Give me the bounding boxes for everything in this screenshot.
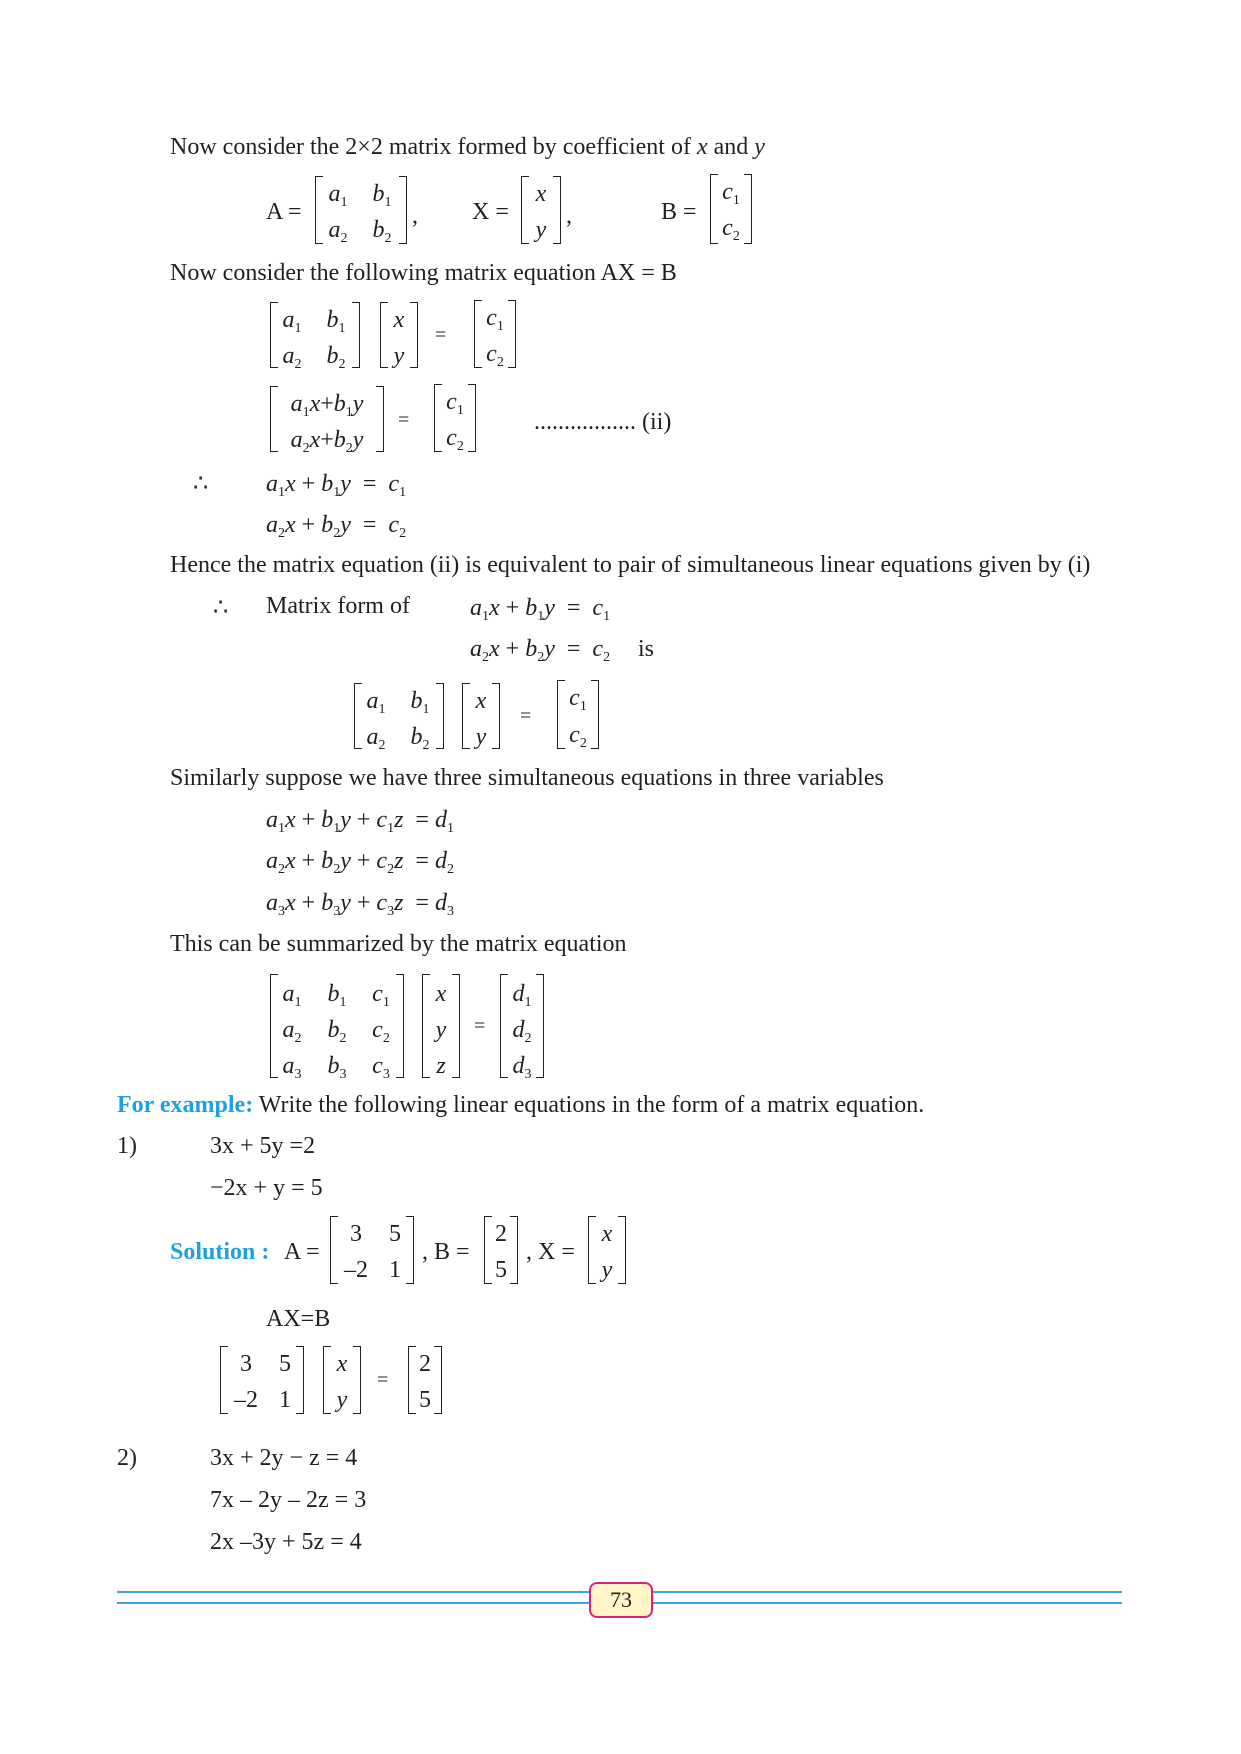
cell: 5 xyxy=(279,1351,291,1377)
cell-a2: $a_2$ xyxy=(282,1017,302,1046)
label-B: B = xyxy=(661,199,697,225)
cell: –2 xyxy=(344,1257,368,1283)
equals-sign: = xyxy=(398,409,410,431)
equation-1: $a_1x + b_1y = c_1$ xyxy=(266,471,407,500)
cell: 3 xyxy=(240,1351,252,1377)
cell-b3: $b_3$ xyxy=(327,1053,347,1082)
example-matrix-X xyxy=(588,1216,626,1284)
equals-sign: = xyxy=(435,324,447,346)
cell-y: y xyxy=(435,1017,447,1043)
cell-b2: $b_2$ xyxy=(410,724,430,753)
example-heading xyxy=(117,1093,924,1117)
label-A: A = xyxy=(284,1239,320,1265)
cell: x xyxy=(601,1221,613,1247)
cell-z: z xyxy=(436,1053,446,1079)
example-2-equation-1: 3x + 2y − z = 4 xyxy=(210,1445,358,1471)
var-y: y xyxy=(754,134,765,160)
example-1-number: 1) xyxy=(117,1133,137,1159)
cell-d3: $d_3$ xyxy=(512,1053,532,1082)
cell-b2: $b_2$ xyxy=(326,343,346,372)
cell-c2: $c_2$ xyxy=(569,722,587,751)
matrix-C xyxy=(474,300,516,368)
label-B: , B = xyxy=(422,1239,470,1265)
equation-3var-2: $a_2x + b_2y + c_2z = d_2$ xyxy=(266,848,454,877)
example-1-equation-1: 3x + 5y =2 xyxy=(210,1133,316,1159)
matrix-A xyxy=(315,176,407,244)
cell-a3: $a_3$ xyxy=(282,1053,302,1082)
cell-b2: $b_2$ xyxy=(327,1017,347,1046)
similarly-text: Similarly suppose we have three simultaneous equations in three variables xyxy=(170,765,884,791)
label-A: A = xyxy=(266,199,302,225)
is-word: is xyxy=(638,636,655,662)
cell-a1: $a_1$ xyxy=(282,981,302,1010)
matrix-C xyxy=(434,384,476,452)
cell: 2 xyxy=(495,1221,507,1247)
cell-b1: $b_1$ xyxy=(372,181,392,210)
cell-b1: $b_1$ xyxy=(326,307,346,336)
example-matrix-A xyxy=(330,1216,414,1284)
comma: , xyxy=(566,203,572,229)
cell: 1 xyxy=(279,1387,291,1413)
cell: 5 xyxy=(495,1257,507,1283)
cell: –2 xyxy=(234,1387,258,1413)
example-matrix-X xyxy=(323,1346,361,1414)
cell-x: x xyxy=(435,981,447,1007)
matrix-A xyxy=(354,683,444,753)
equals-sign: = xyxy=(520,705,532,727)
equation-3var-1: $a_1x + b_1y + c_1z = d_1$ xyxy=(266,807,454,836)
cell-b2: $b_2$ xyxy=(372,217,392,246)
solution-label: Solution : xyxy=(170,1239,270,1265)
equation-2: $a_2x + b_2y = c_2$ xyxy=(266,512,407,541)
row-2-expression: $a_2x+b_2y$ xyxy=(290,427,364,456)
hence-text: Hence the matrix equation (ii) is equivalent to pair of simultaneous linear equations given by (i) xyxy=(170,552,1091,578)
cell-c2: $c_2$ xyxy=(372,1017,390,1046)
label-X: , X = xyxy=(526,1239,575,1265)
cell: y xyxy=(336,1387,348,1413)
example-matrix-A xyxy=(220,1346,304,1414)
cell-a2: $a_2$ xyxy=(328,217,348,246)
matrix-product xyxy=(270,386,384,456)
matrix-X xyxy=(462,683,500,749)
matrix-A-3x3 xyxy=(270,974,404,1082)
cell-c3: $c_3$ xyxy=(372,1053,390,1082)
cell-x: x xyxy=(475,688,487,714)
eq-intro-text: Now consider the following matrix equation AX = B xyxy=(170,260,677,286)
cell-a1: $a_1$ xyxy=(328,181,348,210)
matrix-form-of-text: Matrix form of xyxy=(266,593,410,619)
cell-b1: $b_1$ xyxy=(410,688,430,717)
ax-equals-b: AX=B xyxy=(266,1306,331,1332)
example-matrix-B xyxy=(408,1346,442,1414)
intro-text: Now consider the 2×2 matrix formed by coefficient of xyxy=(170,134,697,160)
cell: 5 xyxy=(389,1221,401,1247)
cell: y xyxy=(601,1257,613,1283)
cell-c2: $c_2$ xyxy=(722,215,740,244)
matrix-D xyxy=(500,974,544,1082)
cell-c1: $c_1$ xyxy=(446,389,464,418)
cell: 5 xyxy=(419,1387,431,1413)
therefore-symbol: ∴ xyxy=(193,471,209,497)
example-2-equation-2: 7x – 2y – 2z = 3 xyxy=(210,1487,367,1513)
cell-c1: $c_1$ xyxy=(569,685,587,714)
cell-c2: $c_2$ xyxy=(486,341,504,370)
cell-b1: $b_1$ xyxy=(327,981,347,1010)
matrix-X xyxy=(380,302,418,368)
equals-sign: = xyxy=(377,1369,389,1391)
cell-d1: $d_1$ xyxy=(512,981,532,1010)
cell-c1: $c_1$ xyxy=(722,179,740,208)
matrix-A xyxy=(270,302,360,372)
cell-d2: $d_2$ xyxy=(512,1017,532,1046)
page-number: 73 xyxy=(589,1582,653,1618)
label-X: X = xyxy=(472,199,509,225)
cell-c1: $c_1$ xyxy=(486,305,504,334)
equation-ref-ii: ................. (ii) xyxy=(534,409,672,435)
cell-c1: $c_1$ xyxy=(372,981,390,1010)
summarized-text: This can be summarized by the matrix equation xyxy=(170,931,627,957)
matrix-B xyxy=(710,174,752,244)
cell-a2: $a_2$ xyxy=(282,343,302,372)
example-2-equation-3: 2x –3y + 5z = 4 xyxy=(210,1529,362,1555)
cell-a1: $a_1$ xyxy=(282,307,302,336)
cell-x: x xyxy=(393,307,405,333)
cell: x xyxy=(336,1351,348,1377)
var-x: x xyxy=(696,134,708,160)
example-1-equation-2: −2x + y = 5 xyxy=(210,1175,323,1201)
cell-a2: $a_2$ xyxy=(366,724,386,753)
example-matrix-B xyxy=(484,1216,518,1284)
cell-y: y xyxy=(475,724,487,750)
example-label: For example: xyxy=(117,1092,254,1118)
comma: , xyxy=(412,203,418,229)
cell: 1 xyxy=(389,1257,401,1283)
intro-line xyxy=(170,135,765,159)
cell-y: y xyxy=(393,343,405,369)
equation-1: $a_1x + b_1y = c_1$ xyxy=(470,595,611,624)
cell-a1: $a_1$ xyxy=(366,688,386,717)
cell-c2: $c_2$ xyxy=(446,425,464,454)
intro-and: and xyxy=(707,134,755,160)
equals-sign: = xyxy=(474,1015,486,1037)
cell: 2 xyxy=(419,1351,431,1377)
equation-2: $a_2x + b_2y = c_2$ xyxy=(470,636,611,665)
example-text: Write the following linear equations in the form of a matrix equation. xyxy=(253,1092,925,1118)
matrix-X-3 xyxy=(422,974,460,1078)
equation-3var-3: $a_3x + b_3y + c_3z = d_3$ xyxy=(266,890,454,919)
cell: 3 xyxy=(350,1221,362,1247)
cell-y: y xyxy=(535,217,547,243)
matrix-C xyxy=(557,680,599,749)
cell-x: x xyxy=(535,181,547,207)
example-2-number: 2) xyxy=(117,1445,137,1471)
row-1-expression: $a_1x+b_1y$ xyxy=(290,391,364,420)
therefore-symbol: ∴ xyxy=(213,595,229,621)
matrix-X xyxy=(521,176,561,244)
